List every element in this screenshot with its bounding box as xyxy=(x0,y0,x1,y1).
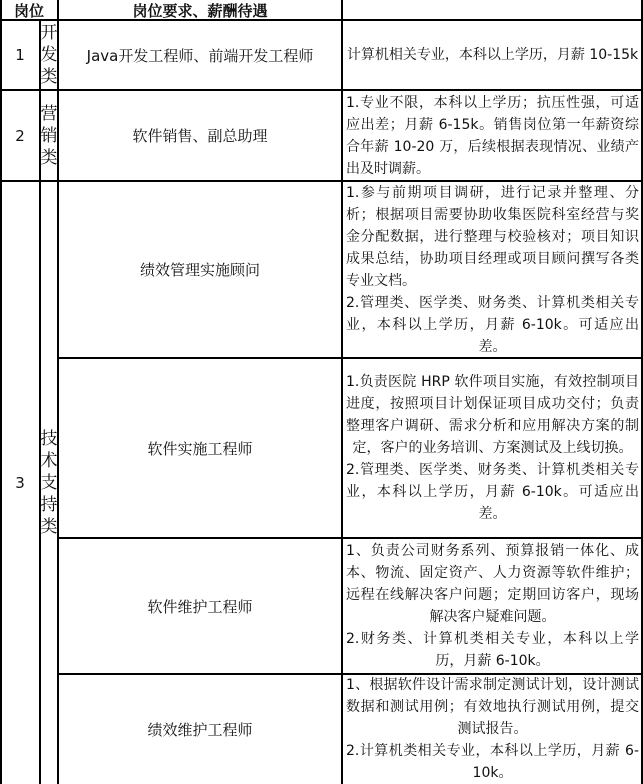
position-title: 软件维护工程师 xyxy=(147,597,253,616)
grid-line xyxy=(0,180,643,182)
grid-line xyxy=(58,537,643,539)
row-number: 3 xyxy=(15,473,25,492)
header-requirements: 岗位要求、薪酬待遇 xyxy=(132,1,268,20)
position-requirements: 1.专业不限，本科以上学历；抗压性强，可适应出差；月薪 6-15k。销售岗位第一年薪资综合年薪 10-20 万，后续根据表现情况、业绩产出及时调薪。 xyxy=(346,94,639,177)
grid-line xyxy=(0,0,2,784)
row-category: 营 销 类 xyxy=(40,103,58,168)
position-title: 绩效管理实施顾问 xyxy=(139,261,260,279)
position-title: 软件实施工程师 xyxy=(147,439,253,458)
position-title: Java开发工程师、前端开发工程师 xyxy=(86,46,314,65)
position-requirements: 1、根据软件设计需求制定测试计划，设计测试数据和测试用例；有效地执行测试用例，提交测试报告。 2.计算机类相关专业，本科以上学历，月薪 6-10k。 xyxy=(346,677,639,781)
grid-line xyxy=(58,673,643,675)
grid-line xyxy=(39,19,41,784)
position-requirements: 计算机相关专业，本科以上学历，月薪 10-15k xyxy=(346,47,639,63)
grid-line xyxy=(0,19,643,21)
position-requirements: 1.参与前期项目调研，进行记录并整理、分析；根据项目需要协助收集医院科室经营与奖金分配数据，进行整理与校验核对；项目知识成果总结，协助项目经理或项目顾问撰写各类专业文档。 2.管理类、医学类、财务类、计算机类相关专业，本科以上学历，月薪 6-10k。可适应出差。 xyxy=(346,184,639,355)
grid-line xyxy=(341,0,343,784)
grid-line xyxy=(57,0,59,784)
position-requirements: 1、负责公司财务系列、预算报销一体化、成本、物流、固定资产、人力资源等软件维护；远程在线解决客户问题；定期回访客户，现场解决客户疑难问题。 2.财务类、计算机类相关专业，本科以上学历，月薪 6-10k。 xyxy=(346,543,639,669)
grid-line xyxy=(0,89,643,91)
position-title: 绩效维护工程师 xyxy=(147,720,253,739)
header-position: 岗位 xyxy=(13,1,44,20)
position-requirements: 1.负责医院 HRP 软件项目实施，有效控制项目进度，按照项目计划保证项目成功交付；负责整理客户调研、需求分析和应用解决方案的制定，客户的业务培训、方案测试及上线切换。 2.管理类、医学类、财务类、计算机类相关专业，本科以上学历，月薪 6-10k。可适应出差。 xyxy=(346,374,639,522)
grid-line xyxy=(58,357,643,359)
row-category: 开 发 类 xyxy=(40,23,58,87)
row-number: 1 xyxy=(15,46,25,64)
row-number: 2 xyxy=(15,126,25,145)
position-title: 软件销售、副总助理 xyxy=(132,127,268,145)
row-category: 技 术 支 持 类 xyxy=(40,428,58,537)
